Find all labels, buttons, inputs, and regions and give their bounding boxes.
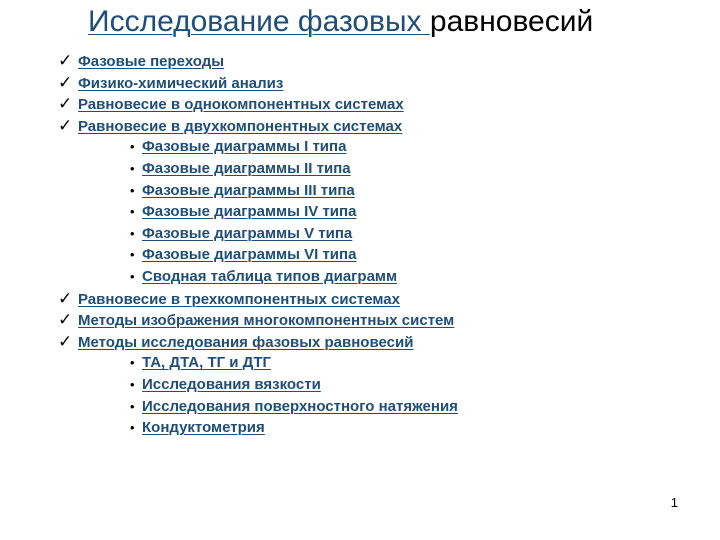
subtopic-link[interactable]: Фазовые диаграммы II типа	[142, 159, 351, 177]
subtopic-link[interactable]: Фазовые диаграммы IV типа	[142, 203, 357, 221]
checkmark-icon: ✓	[58, 331, 73, 351]
subtopic-item	[58, 223, 708, 245]
topic-item	[58, 115, 708, 137]
subtopic-item	[58, 244, 708, 266]
subtopic-link[interactable]: Сводная таблица типов диаграмм	[142, 267, 398, 285]
subtopic-item	[58, 136, 708, 158]
subtopic-item	[58, 352, 708, 374]
topic-link[interactable]: Равновесие в двухкомпонентных системах	[78, 117, 403, 135]
subtopic-link[interactable]: Фазовые диаграммы III типа	[142, 181, 355, 199]
topic-link[interactable]: Физико-химический анализ	[78, 74, 284, 92]
bullet-icon: •	[130, 160, 135, 176]
checkmark-icon: ✓	[58, 51, 73, 70]
subtopic-link[interactable]: Фазовые диаграммы I типа	[142, 138, 347, 156]
topic-link[interactable]: Методы исследования фазовых равновесий	[78, 333, 414, 351]
slide-title	[88, 2, 593, 42]
topic-item	[58, 50, 708, 72]
bullet-icon: •	[130, 139, 135, 155]
checkmark-icon: ✓	[58, 288, 73, 308]
checkmark-icon: ✓	[58, 94, 73, 114]
bullet-icon: •	[130, 247, 135, 263]
subtopic-item	[58, 417, 708, 439]
checkmark-icon: ✓	[58, 115, 73, 135]
topic-item	[58, 309, 708, 331]
topic-item	[58, 72, 708, 94]
bullet-icon: •	[130, 182, 135, 198]
subtopic-link[interactable]: Фазовые диаграммы VI типа	[142, 246, 357, 264]
topic-link[interactable]: Фазовые переходы	[78, 53, 225, 70]
topic-link[interactable]: Равновесие в однокомпонентных системах	[78, 96, 404, 114]
subtopic-item	[58, 158, 708, 180]
bullet-icon: •	[130, 204, 135, 220]
topic-link[interactable]: Равновесие в трехкомпонентных системах	[78, 290, 400, 308]
subtopic-item	[58, 266, 708, 288]
checkmark-icon: ✓	[58, 72, 73, 92]
bullet-icon: •	[130, 355, 135, 371]
topic-link[interactable]: Методы изображения многокомпонентных систем	[78, 312, 455, 330]
subtopic-item	[58, 374, 708, 396]
bullet-icon: •	[130, 420, 135, 436]
slide-title-text: равновесий	[429, 5, 594, 38]
topic-item	[58, 288, 708, 310]
subtopic-item	[58, 180, 708, 202]
contents-list	[58, 50, 708, 439]
bullet-icon: •	[130, 268, 135, 284]
bullet-icon: •	[130, 398, 135, 414]
slide-title-link[interactable]: Исследование фазовых	[88, 5, 430, 38]
subtopic-item	[58, 201, 708, 223]
subtopic-item	[58, 396, 708, 418]
subtopic-link[interactable]: Исследования поверхностного натяжения	[142, 397, 458, 415]
topic-item	[58, 93, 708, 115]
bullet-icon: •	[130, 376, 135, 392]
subtopic-link[interactable]: Кондуктометрия	[142, 419, 265, 437]
checkmark-icon: ✓	[58, 310, 73, 330]
topic-item	[58, 331, 708, 353]
page-number: 1	[670, 495, 678, 510]
subtopic-link[interactable]: Исследования вязкости	[142, 375, 321, 393]
subtopic-link[interactable]: Фазовые диаграммы V типа	[142, 224, 353, 242]
subtopic-link[interactable]: ТА, ДТА, ТГ и ДТГ	[142, 354, 272, 372]
bullet-icon: •	[130, 225, 135, 241]
